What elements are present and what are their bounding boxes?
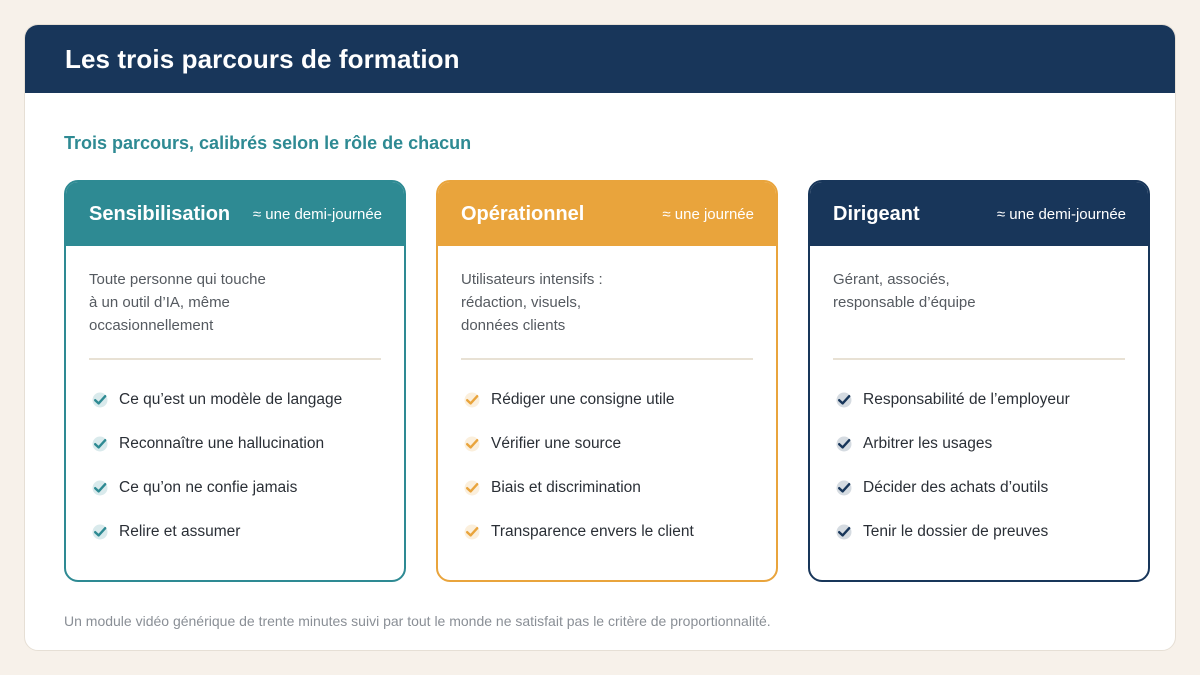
topic-item — [89, 422, 381, 466]
topic-label: Biais et discrimination — [491, 479, 641, 496]
topic-label: Vérifier une source — [491, 435, 622, 452]
topic-item — [833, 466, 1125, 510]
track-card-dirigeant — [808, 180, 1150, 582]
description-line: rédaction, visuels, — [461, 294, 582, 311]
check-icon — [833, 389, 855, 411]
check-icon — [833, 521, 855, 543]
topic-label: Responsabilité de l’employeur — [863, 391, 1070, 408]
check-icon — [461, 389, 483, 411]
check-icon — [833, 477, 855, 499]
card-duration: ≈ une journée — [662, 205, 754, 223]
card-header — [438, 182, 776, 246]
topic-label: Tenir le dossier de preuves — [863, 523, 1049, 540]
topic-label: Reconnaître une hallucination — [119, 435, 325, 452]
card-description — [810, 246, 1148, 358]
card-header — [810, 182, 1148, 246]
topic-item — [461, 422, 753, 466]
track-card-operationnel — [436, 180, 778, 582]
description-line: données clients — [461, 317, 566, 334]
topic-item — [89, 510, 381, 554]
topic-label: Relire et assumer — [119, 523, 241, 540]
topic-label: Ce qu’est un modèle de langage — [119, 391, 343, 408]
topic-item — [461, 466, 753, 510]
card-duration: ≈ une demi-journée — [252, 205, 382, 223]
topic-item — [461, 378, 753, 422]
check-icon — [89, 389, 111, 411]
check-icon — [89, 433, 111, 455]
description-line: Toute personne qui touche — [89, 271, 266, 288]
description-line: Gérant, associés, — [833, 271, 950, 288]
card-title: Sensibilisation — [89, 202, 231, 225]
card-header — [66, 182, 404, 246]
check-icon — [89, 477, 111, 499]
footnote: Un module vidéo générique de trente minutes suivi par tout le monde ne satisfait pas le critère de proportionnalité. — [64, 613, 771, 629]
topic-item — [833, 378, 1125, 422]
card-title: Dirigeant — [833, 202, 920, 225]
track-cards — [64, 180, 1150, 582]
check-icon — [461, 521, 483, 543]
card-title: Opérationnel — [461, 202, 585, 225]
check-icon — [89, 521, 111, 543]
slide-title: Les trois parcours de formation — [65, 43, 460, 74]
description-line: occasionnellement — [89, 317, 214, 334]
topic-item — [461, 510, 753, 554]
card-duration: ≈ une demi-journée — [996, 205, 1126, 223]
topic-label: Arbitrer les usages — [863, 435, 993, 452]
topic-label: Transparence envers le client — [491, 523, 694, 540]
check-icon — [461, 433, 483, 455]
description-line: responsable d’équipe — [833, 294, 976, 311]
topic-item — [833, 510, 1125, 554]
check-icon — [461, 477, 483, 499]
check-icon — [833, 433, 855, 455]
topic-label: Décider des achats d’outils — [863, 479, 1049, 496]
topic-label: Ce qu’on ne confie jamais — [119, 479, 298, 496]
description-line: à un outil d’IA, même — [89, 294, 230, 311]
section-subtitle: Trois parcours, calibrés selon le rôle de chacun — [64, 133, 472, 153]
card-description — [438, 246, 776, 358]
topic-list — [66, 360, 404, 554]
topic-item — [89, 466, 381, 510]
card-description — [66, 246, 404, 358]
slide-header — [25, 25, 1175, 93]
track-card-sensibilisation — [64, 180, 406, 582]
slide — [24, 24, 1176, 651]
topic-list — [438, 360, 776, 554]
description-line: Utilisateurs intensifs : — [461, 271, 603, 288]
topic-item — [833, 422, 1125, 466]
topic-label: Rédiger une consigne utile — [491, 391, 675, 408]
topic-list — [810, 360, 1148, 554]
topic-item — [89, 378, 381, 422]
